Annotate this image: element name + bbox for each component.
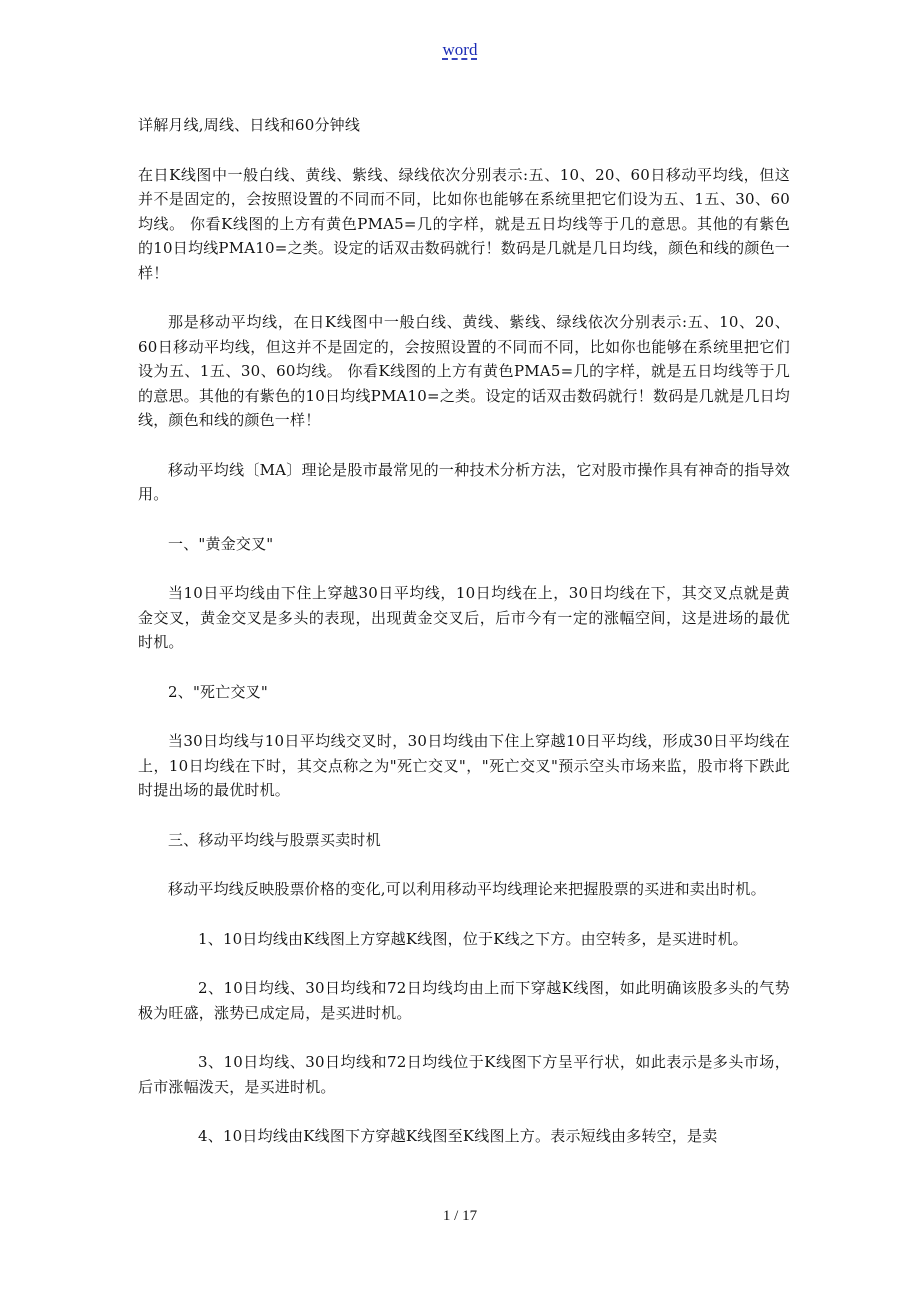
paragraph-3: 移动平均线〔MA〕理论是股市最常见的一种技术分析方法，它对股市操作具有神奇的指导效用。 xyxy=(138,460,790,503)
paragraph-2: 那是移动平均线，在日K线图中一般白线、黄线、紫线、绿线依次分别表示:五、10、20、60日移动平均线，但这并不是固定的，会按照设置的不同而不同，比如你也能够在系统里把它们设为五、1五、30、60均线。 你看K线图的上方有黄色PMA5=几的字样，就是五日均线等于几的意思。其他的有紫色的10日均线PMA10=之类。设定的话双击数码就行！数码是几就是几日均线，颜色和线的颜色一样！ xyxy=(138,313,790,429)
list-item-4: 4、10日均线由K线图下方穿越K线图至K线图上方。表示短线由多转空，是卖 xyxy=(198,1127,718,1145)
section-heading-trading-timing: 三、移动平均线与股票买卖时机 xyxy=(168,830,381,849)
paragraph-trading-timing: 移动平均线反映股票价格的变化,可以利用移动平均线理论来把握股票的买进和卖出时机。 xyxy=(168,880,766,898)
paragraph-1: 在日K线图中一般白线、黄线、紫线、绿线依次分别表示:五、10、20、60日移动平均线，但这并不是固定的，会按照设置的不同而不同，比如你也能够在系统里把它们设为五、1五、30、60均线。 你看K线图的上方有黄色PMA5=几的字样，就是五日均线等于几的意思。其他的有紫色的10日均线PMA10=之类。设定的话双击数码就行！数码是几就是几日均线，颜色和线的颜色一样！ xyxy=(138,165,790,282)
list-item-1: 1、10日均线由K线图上方穿越K线图，位于K线之下方。由空转多，是买进时机。 xyxy=(198,929,748,948)
list-item-3: 3、10日均线、30日均线和72日均线位于K线图下方呈平行状，如此表示是多头市场，后市涨幅泼天，是买进时机。 xyxy=(138,1053,790,1096)
document-body xyxy=(138,113,790,1174)
header-word-link[interactable]: word xyxy=(442,40,478,59)
paragraph-death-cross: 当30日均线与10日平均线交叉时，30日均线由下住上穿越10日平均线，形成30日平均线在上，10日均线在下时，其交点称之为"死亡交叉"，"死亡交叉"预示空头市场来监，股市将下跌此时提出场的最优时机。 xyxy=(138,732,790,799)
section-heading-death-cross: 2、"死亡交叉" xyxy=(168,682,268,701)
list-item-2: 2、10日均线、30日均线和72日均线均由上而下穿越K线图，如此明确该股多头的气势极为旺盛，涨势已成定局，是买进时机。 xyxy=(138,979,790,1022)
document-title: 详解月线,周线、日线和60分钟线 xyxy=(138,116,361,134)
page-indicator: 1 / 17 xyxy=(442,1208,478,1224)
paragraph-golden-cross: 当10日平均线由下住上穿越30日平均线，10日均线在上，30日均线在下，其交叉点就是黄金交叉，黄金交叉是多头的表现，出现黄金交叉后，后市今有一定的涨幅空间，这是进场的最优时机。 xyxy=(138,584,790,651)
section-heading-golden-cross: 一、"黄金交叉" xyxy=(168,534,274,553)
